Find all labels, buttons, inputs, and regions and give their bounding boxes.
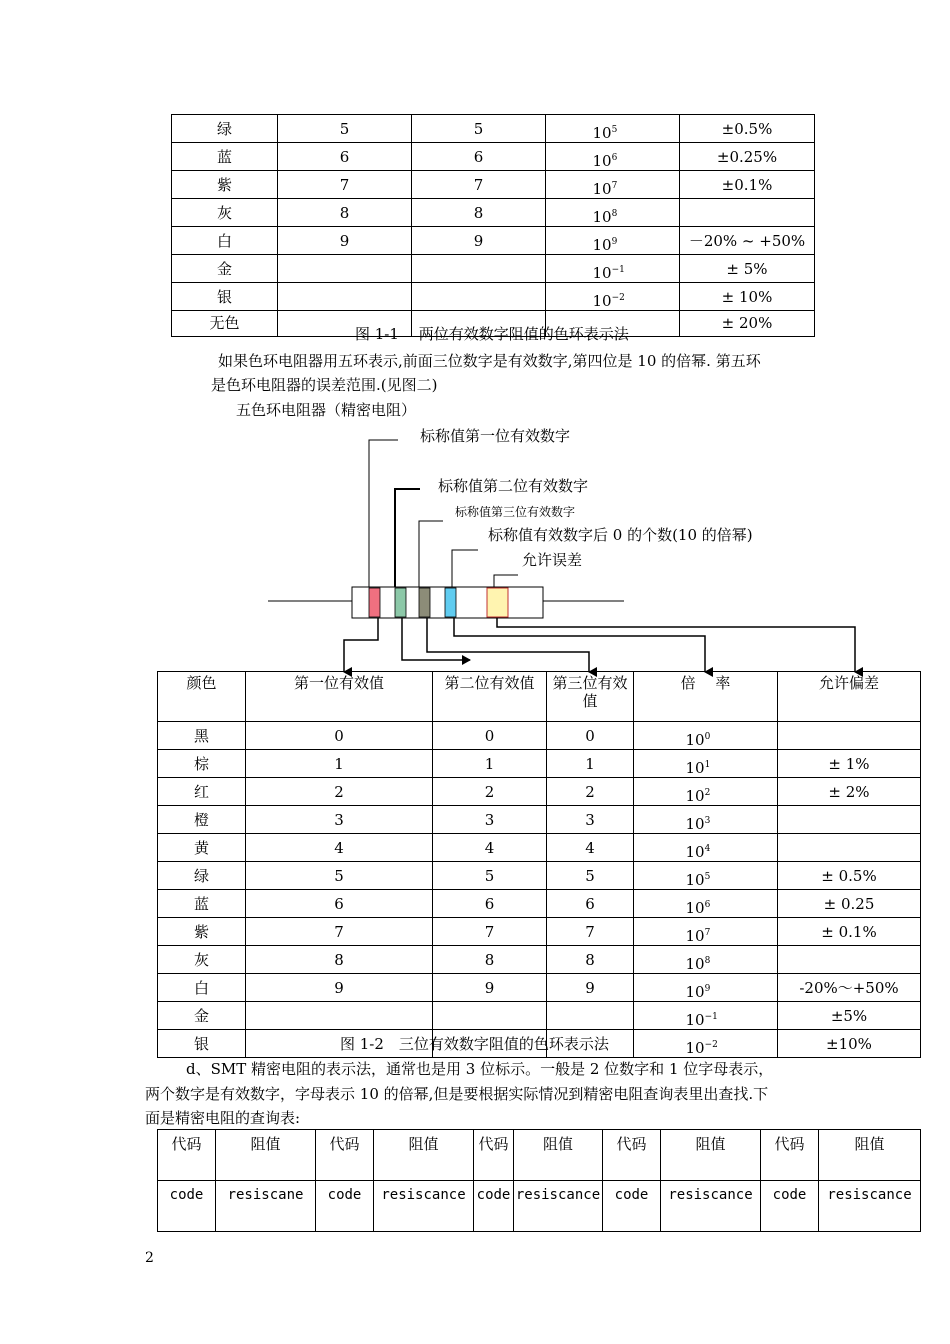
color-name-cell: 灰 (172, 199, 278, 227)
leader-line-4 (452, 550, 478, 587)
tolerance-cell: -20%～+50% (778, 974, 921, 1002)
first-digit-cell: 4 (246, 834, 433, 862)
column-header: 阻值 (514, 1130, 603, 1181)
figure-1-1-caption: 图 1-1 两位有效数字阻值的色环表示法 (355, 325, 629, 343)
power-of-ten (686, 862, 726, 889)
tolerance-cell: ±0.1% (680, 171, 815, 199)
power-base: 10 (685, 927, 705, 945)
table-row (158, 722, 921, 750)
color-name-cell: 紫 (172, 171, 278, 199)
first-digit-cell: 8 (278, 199, 412, 227)
second-digit-cell: 9 (412, 227, 546, 255)
arrow-to-second-digit (402, 618, 470, 660)
tolerance-cell: ± 0.25 (778, 890, 921, 918)
tolerance-cell (778, 946, 921, 974)
color-name-cell: 棕 (158, 750, 246, 778)
power-of-ten (686, 974, 726, 1001)
power-exponent: 1 (704, 760, 711, 770)
leader-line-2 (395, 489, 420, 587)
tolerance-cell: ± 1% (778, 750, 921, 778)
power-of-ten (686, 946, 726, 973)
multiplier-cell (634, 890, 778, 918)
first-digit-cell: 7 (278, 171, 412, 199)
color-band-2 (395, 588, 406, 617)
power-base: 10 (592, 292, 612, 310)
color-name-cell: 银 (172, 283, 278, 311)
second-digit-cell: 6 (433, 890, 547, 918)
power-exponent: −1 (704, 1012, 718, 1022)
lookup-table-value-row (158, 1181, 921, 1232)
power-of-ten (686, 918, 726, 945)
power-of-ten (686, 778, 726, 805)
multiplier-cell (634, 862, 778, 890)
color-name-cell: 白 (158, 974, 246, 1002)
power-exponent: 5 (611, 125, 618, 135)
power-of-ten (686, 1030, 726, 1057)
third-digit-cell: 5 (547, 862, 634, 890)
third-digit-cell: 9 (547, 974, 634, 1002)
lookup-value-cell: resiscance (374, 1181, 474, 1232)
first-digit-cell: 5 (278, 115, 412, 143)
color-name-cell: 无色 (172, 311, 278, 337)
color-name-cell: 白 (172, 227, 278, 255)
second-digit-cell: 7 (412, 171, 546, 199)
power-of-ten (686, 890, 726, 917)
color-name-cell: 金 (172, 255, 278, 283)
third-digit-cell: 4 (547, 834, 634, 862)
color-name-cell: 金 (158, 1002, 246, 1030)
power-base: 10 (592, 124, 612, 142)
first-digit-cell: 1 (246, 750, 433, 778)
column-header: 代码 (761, 1130, 819, 1181)
figure-1-2-caption: 图 1-2 三位有效数字阻值的色环表示法 (340, 1035, 609, 1053)
second-digit-cell: 0 (433, 722, 547, 750)
power-base: 10 (592, 236, 612, 254)
leader-line-1 (369, 440, 398, 587)
first-digit-cell: 6 (246, 890, 433, 918)
column-header: 阻值 (374, 1130, 474, 1181)
lookup-value-cell: code (158, 1181, 216, 1232)
table-row (158, 778, 921, 806)
second-digit-cell: 2 (433, 778, 547, 806)
multiplier-cell (634, 778, 778, 806)
first-digit-cell: 2 (246, 778, 433, 806)
tolerance-cell: ± 5% (680, 255, 815, 283)
color-name-cell: 橙 (158, 806, 246, 834)
multiplier-cell (634, 1002, 778, 1030)
tolerance-cell (778, 834, 921, 862)
column-header: 阻值 (819, 1130, 921, 1181)
arrow-to-tolerance (497, 618, 855, 672)
power-of-ten (686, 1002, 726, 1029)
tolerance-cell: ± 10% (680, 283, 815, 311)
power-base: 10 (685, 983, 705, 1001)
multiplier-cell (634, 750, 778, 778)
first-digit-cell: 7 (246, 918, 433, 946)
leader-line-3 (419, 521, 443, 587)
color-name-cell: 黄 (158, 834, 246, 862)
tolerance-cell: ± 0.5% (778, 862, 921, 890)
table-row (158, 918, 921, 946)
tolerance-cell: ±0.5% (680, 115, 815, 143)
column-header: 第一位有效值 (246, 672, 433, 722)
power-exponent: 4 (704, 844, 711, 854)
table-row (158, 806, 921, 834)
third-digit-cell (547, 1002, 634, 1030)
power-base: 10 (685, 731, 705, 749)
paragraph-five-ring-line1: 如果色环电阻器用五环表示,前面三位数字是有效数字,第四位是 10 的倍幂. 第五环 (218, 352, 761, 370)
color-name-cell: 红 (158, 778, 246, 806)
third-digit-cell: 6 (547, 890, 634, 918)
lookup-value-cell: code (474, 1181, 514, 1232)
lookup-value-cell: resiscane (216, 1181, 316, 1232)
column-header: 倍 率 (634, 672, 778, 722)
table-row (158, 750, 921, 778)
color-band-4 (445, 588, 456, 617)
power-base: 10 (685, 899, 705, 917)
color-name-cell: 灰 (158, 946, 246, 974)
table-row (158, 946, 921, 974)
power-exponent: 9 (704, 984, 711, 994)
three-digit-color-table (157, 671, 921, 1058)
tolerance-cell: ±5% (778, 1002, 921, 1030)
power-exponent: −2 (704, 1040, 718, 1050)
tolerance-cell: ± 2% (778, 778, 921, 806)
multiplier-cell (634, 806, 778, 834)
label-multiplier: 标称值有效数字后 0 的个数(10 的倍幂) (488, 526, 753, 544)
three-digit-color-table-body (158, 672, 921, 1058)
second-digit-cell: 9 (433, 974, 547, 1002)
column-header: 允许偏差 (778, 672, 921, 722)
power-exponent: 0 (704, 732, 711, 742)
power-base: 10 (685, 1039, 705, 1057)
power-exponent: 3 (704, 816, 711, 826)
label-third-digit: 标称值第三位有效数字 (455, 505, 576, 519)
color-name-cell: 蓝 (158, 890, 246, 918)
power-base: 10 (685, 843, 705, 861)
power-exponent: 9 (611, 237, 618, 247)
paragraph-five-ring-line2: 是色环电阻器的误差范围.(见图二) (211, 376, 438, 394)
power-base: 10 (685, 955, 705, 973)
color-band-5 (487, 588, 508, 617)
first-digit-cell: 0 (246, 722, 433, 750)
third-digit-cell: 2 (547, 778, 634, 806)
second-digit-cell: 8 (433, 946, 547, 974)
multiplier-cell (634, 946, 778, 974)
first-digit-cell: 8 (246, 946, 433, 974)
tolerance-cell: ± 0.1% (778, 918, 921, 946)
tolerance-cell: ±0.25% (680, 143, 815, 171)
power-base: 10 (592, 152, 612, 170)
tolerance-cell: －20% ~ +50% (680, 227, 815, 255)
power-exponent: 5 (704, 872, 711, 882)
power-of-ten (686, 834, 726, 861)
second-digit-cell: 4 (433, 834, 547, 862)
table-row (158, 974, 921, 1002)
lookup-value-cell: code (603, 1181, 661, 1232)
lookup-value-cell: code (316, 1181, 374, 1232)
first-digit-cell: 6 (278, 143, 412, 171)
tolerance-cell: ± 20% (680, 311, 815, 337)
tolerance-cell (778, 722, 921, 750)
third-digit-cell: 8 (547, 946, 634, 974)
power-base: 10 (592, 180, 612, 198)
color-name-cell: 黑 (158, 722, 246, 750)
power-exponent: 7 (704, 928, 711, 938)
table-row (158, 834, 921, 862)
column-header: 第二位有效值 (433, 672, 547, 722)
arrow-to-third-digit (427, 618, 589, 672)
column-header: 阻值 (661, 1130, 761, 1181)
color-name-cell: 绿 (172, 115, 278, 143)
column-header: 颜色 (158, 672, 246, 722)
lookup-value-cell: resiscance (514, 1181, 603, 1232)
power-of-ten (686, 750, 726, 777)
second-digit-cell: 1 (433, 750, 547, 778)
color-name-cell: 蓝 (172, 143, 278, 171)
power-exponent: 2 (704, 788, 711, 798)
power-exponent: 8 (611, 209, 618, 219)
second-digit-cell (433, 1002, 547, 1030)
power-of-ten (686, 806, 726, 833)
tolerance-cell (778, 806, 921, 834)
second-digit-cell: 3 (433, 806, 547, 834)
power-base: 10 (592, 264, 612, 282)
color-band-1 (369, 588, 380, 617)
power-base: 10 (685, 815, 705, 833)
first-digit-cell: 3 (246, 806, 433, 834)
lookup-value-cell: resiscance (819, 1181, 921, 1232)
power-base: 10 (592, 208, 612, 226)
lookup-table-header-row (158, 1130, 921, 1181)
power-exponent: −2 (611, 293, 625, 303)
table-row (158, 862, 921, 890)
leader-line-5 (494, 575, 518, 587)
power-exponent: −1 (611, 265, 625, 275)
paragraph-smt-line1: d、SMT 精密电阻的表示法，通常也是用 3 位标示。一般是 2 位数字和 1 位字母表示， (186, 1060, 774, 1078)
five-ring-title: 五色环电阻器（精密电阻） (236, 401, 417, 419)
second-digit-cell: 5 (412, 115, 546, 143)
third-digit-cell: 3 (547, 806, 634, 834)
third-digit-cell: 1 (547, 750, 634, 778)
lookup-value-cell: code (761, 1181, 819, 1232)
table-row (158, 890, 921, 918)
power-of-ten (686, 722, 726, 749)
third-digit-cell: 7 (547, 918, 634, 946)
arrow-to-multiplier (454, 618, 705, 672)
column-header: 阻值 (216, 1130, 316, 1181)
power-exponent: 6 (611, 153, 618, 163)
arrow-to-first-digit (344, 618, 378, 672)
first-digit-cell: 5 (246, 862, 433, 890)
multiplier-cell (634, 974, 778, 1002)
third-digit-cell: 0 (547, 722, 634, 750)
first-digit-cell: 9 (278, 227, 412, 255)
first-digit-cell: 9 (246, 974, 433, 1002)
power-base: 10 (685, 759, 705, 777)
column-header: 代码 (474, 1130, 514, 1181)
column-header: 第三位有效值 (547, 672, 634, 722)
first-digit-cell (246, 1002, 433, 1030)
color-band-3 (419, 588, 430, 617)
power-base: 10 (685, 871, 705, 889)
paragraph-smt-line2: 两个数字是有效数字，字母表示 10 的倍幂,但是要根据实际情况到精密电阻查询表里出查找.下 (145, 1085, 769, 1103)
multiplier-cell (634, 918, 778, 946)
power-base: 10 (685, 787, 705, 805)
power-exponent: 6 (704, 900, 711, 910)
table-row (158, 1002, 921, 1030)
paragraph-smt-line3: 面是精密电阻的查询表: (145, 1109, 301, 1127)
label-second-digit: 标称值第二位有效数字 (438, 477, 589, 495)
multiplier-cell (634, 1030, 778, 1058)
column-header: 代码 (316, 1130, 374, 1181)
color-name-cell: 紫 (158, 918, 246, 946)
color-name-cell: 银 (158, 1030, 246, 1058)
lookup-value-cell: resiscance (661, 1181, 761, 1232)
power-base: 10 (685, 1011, 705, 1029)
second-digit-cell: 7 (433, 918, 547, 946)
second-digit-cell: 6 (412, 143, 546, 171)
label-first-digit: 标称值第一位有效数字 (420, 427, 571, 445)
label-tolerance: 允许误差 (522, 551, 583, 569)
power-exponent: 7 (611, 181, 618, 191)
tolerance-cell: ±10% (778, 1030, 921, 1058)
table-header-row (158, 672, 921, 722)
second-digit-cell: 8 (412, 199, 546, 227)
column-header: 代码 (603, 1130, 661, 1181)
second-digit-cell: 5 (433, 862, 547, 890)
column-header: 代码 (158, 1130, 216, 1181)
color-name-cell: 绿 (158, 862, 246, 890)
page-number: 2 (145, 1250, 154, 1266)
multiplier-cell (634, 722, 778, 750)
power-exponent: 8 (704, 956, 711, 966)
precision-resistor-lookup-table (157, 1129, 921, 1232)
multiplier-cell (634, 834, 778, 862)
